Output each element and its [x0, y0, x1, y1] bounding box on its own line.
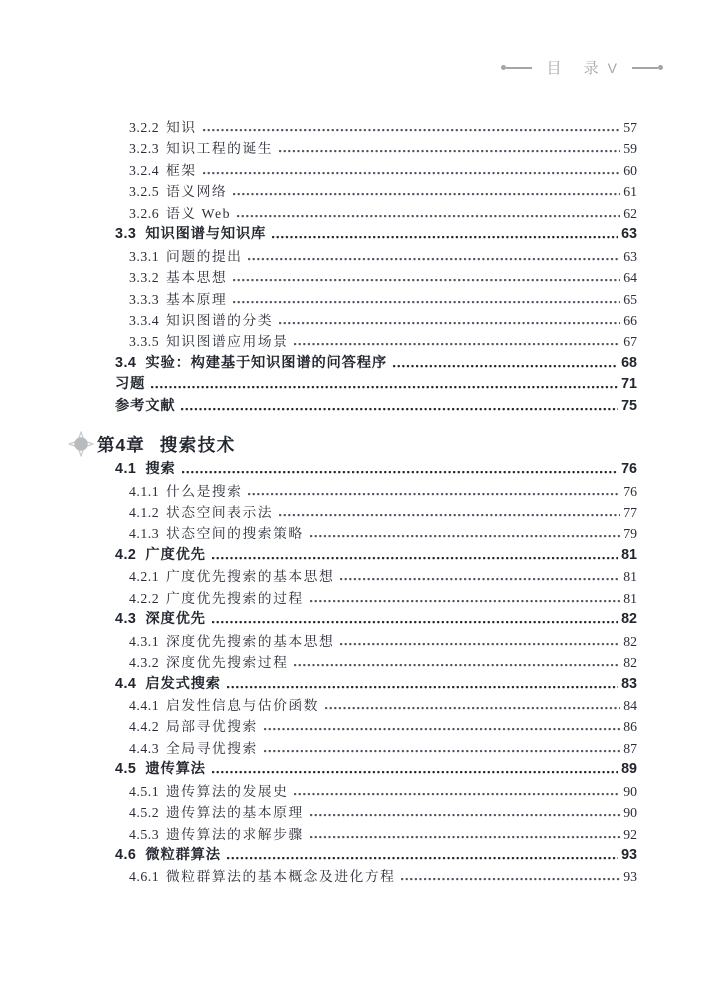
- toc-leader-dots: [150, 374, 618, 395]
- toc-entry-number: 4.2: [115, 546, 137, 563]
- toc-entry-page: 93: [621, 847, 637, 863]
- toc-entry: [115, 224, 637, 245]
- toc-entry-number: 3.3.1: [129, 248, 160, 264]
- toc-entry-number: 4.5: [115, 761, 137, 778]
- toc-entry: [115, 738, 637, 759]
- toc-entry-title: 语义网络: [166, 184, 228, 200]
- header-rule-right: [632, 67, 658, 69]
- toc-entry-number: 4.3: [115, 611, 137, 628]
- toc-entry-title: 广度优先搜索的过程: [166, 590, 304, 606]
- toc-entry-title: 微粒群算法的基本概念及进化方程: [166, 869, 396, 885]
- toc-entry-title: 搜索: [145, 461, 176, 478]
- toc-leader-dots: [278, 138, 620, 159]
- toc-entry-number: 4.5.3: [129, 826, 160, 842]
- toc-entry-page: 62: [623, 205, 637, 221]
- toc-entry-title: 启发式搜索: [145, 675, 221, 692]
- toc-entry-number: 4.4: [115, 675, 137, 692]
- toc-entry-number: 3.2.6: [129, 205, 160, 221]
- toc-leader-dots: [226, 845, 618, 866]
- toc-entry-page: 57: [623, 120, 637, 135]
- toc-entry-page: 93: [623, 869, 637, 885]
- toc-entry: [115, 716, 637, 737]
- toc-entry-title: 知识图谱应用场景: [166, 334, 289, 350]
- toc-entry-number: 4.2.2: [129, 590, 160, 606]
- toc-entry-page: 83: [621, 675, 637, 692]
- toc-leader-dots: [263, 738, 620, 759]
- toc-entry-title: 知识图谱的分类: [166, 312, 274, 328]
- toc-entry-title: 遗传算法的求解步骤: [166, 826, 304, 842]
- toc-entry-number: 4.4.1: [129, 697, 160, 713]
- toc-entry: [115, 160, 637, 181]
- toc-entry-number: 4.5.2: [129, 805, 160, 821]
- toc-entry-title: 知识: [166, 120, 197, 135]
- toc-entry: [115, 609, 637, 630]
- toc-leader-dots: [271, 224, 618, 245]
- toc-entry-title: 广度优先: [145, 546, 206, 563]
- toc-entry-title: 遗传算法的发展史: [166, 783, 289, 799]
- toc-leader-dots: [211, 609, 618, 630]
- toc-entry: [115, 353, 637, 374]
- toc-entry-page: 87: [623, 740, 637, 756]
- toc-leader-dots: [181, 459, 619, 480]
- toc-leader-dots: [211, 545, 618, 566]
- toc-entry: [115, 203, 637, 224]
- toc-entry-page: 77: [623, 505, 637, 520]
- toc-leader-dots: [309, 523, 621, 544]
- toc-leader-dots: [309, 824, 621, 845]
- toc-leader-dots: [236, 203, 620, 224]
- toc-entry-page: 82: [623, 655, 637, 671]
- toc-entry-page: 90: [623, 783, 637, 799]
- toc-list-chapter3: [115, 117, 637, 417]
- toc-entry-page: 86: [623, 719, 637, 735]
- toc-entry-page: 75: [621, 397, 637, 414]
- toc-entry-title: 什么是搜索: [166, 483, 243, 499]
- toc-entry: [115, 502, 637, 523]
- toc-leader-dots: [226, 674, 618, 695]
- toc-entry-number: 4.2.1: [129, 569, 160, 585]
- toc-entry-number: 3.3.5: [129, 334, 160, 350]
- toc-entry-title: 实验：构建基于知识图谱的问答程序: [145, 354, 387, 371]
- toc-leader-dots: [293, 331, 620, 352]
- chapter-number: 第4章: [97, 434, 145, 455]
- toc-entry-page: 82: [623, 633, 637, 649]
- toc-entry-page: 64: [623, 270, 637, 286]
- toc-entry: [115, 523, 637, 544]
- toc-entry: [115, 267, 637, 288]
- toc-entry-page: 60: [623, 162, 637, 178]
- chapter-title: 搜索技术: [159, 434, 236, 455]
- toc-entry: [115, 545, 637, 566]
- toc-leader-dots: [309, 588, 621, 609]
- toc-entry-number: 4.4.3: [129, 740, 160, 756]
- toc-entry-title: 语义 Web: [166, 205, 231, 221]
- toc-leader-dots: [339, 631, 620, 652]
- page-header: [501, 57, 663, 78]
- toc-entry: [115, 652, 637, 673]
- toc-entry: [115, 674, 637, 695]
- toc-entry: [115, 566, 637, 587]
- toc-leader-dots: [309, 802, 621, 823]
- toc-entry-title: 参考文献: [115, 397, 176, 414]
- toc-entry-title: 深度优先: [145, 611, 206, 628]
- toc-entry: [115, 588, 637, 609]
- toc-entry-page: 66: [623, 312, 637, 328]
- toc-entry: [115, 331, 637, 352]
- toc-entry: [115, 289, 637, 310]
- toc-entry-title: 习题: [115, 376, 146, 393]
- toc-entry-number: 3.4: [115, 354, 137, 371]
- header-section-label: 目 录: [546, 60, 608, 77]
- toc-entry-page: 71: [621, 376, 637, 393]
- toc-entry-page: 63: [621, 226, 637, 243]
- toc-entry-title: 遗传算法: [145, 761, 206, 778]
- toc-entry: [115, 459, 637, 480]
- toc-entry-number: 4.6.1: [129, 869, 160, 885]
- toc-entry-title: 知识工程的诞生: [166, 141, 274, 157]
- toc-leader-dots: [202, 117, 621, 138]
- toc-entry-page: 84: [623, 697, 637, 713]
- toc-page-body: [97, 117, 637, 888]
- toc-entry-page: 89: [621, 761, 637, 778]
- toc-entry: [115, 246, 637, 267]
- toc-entry-number: 3.3.2: [129, 270, 160, 286]
- toc-entry-page: 76: [623, 483, 637, 499]
- toc-entry: [115, 824, 637, 845]
- toc-entry-page: 76: [621, 461, 637, 478]
- toc-leader-dots: [232, 289, 620, 310]
- toc-entry-page: 90: [623, 805, 637, 821]
- toc-leader-dots: [247, 246, 620, 267]
- toc-leader-dots: [293, 652, 620, 673]
- toc-entry-title: 框架: [166, 162, 197, 178]
- toc-entry-page: 92: [623, 826, 637, 842]
- toc-leader-dots: [278, 502, 620, 523]
- toc-entry: [115, 631, 637, 652]
- toc-entry-number: 4.1: [115, 461, 137, 478]
- toc-leader-dots: [202, 160, 621, 181]
- toc-leader-dots: [278, 310, 620, 331]
- toc-entry-number: 3.2.3: [129, 141, 160, 157]
- toc-entry-page: 61: [623, 184, 637, 200]
- toc-entry-title: 问题的提出: [166, 248, 243, 264]
- toc-entry: [115, 759, 637, 780]
- toc-entry-number: 4.4.2: [129, 719, 160, 735]
- toc-leader-dots: [400, 866, 620, 887]
- toc-list-chapter4: [115, 459, 637, 888]
- toc-leader-dots: [392, 353, 618, 374]
- toc-entry: [115, 845, 637, 866]
- toc-entry-title: 微粒群算法: [145, 847, 221, 863]
- toc-entry-title: 局部寻优搜索: [166, 719, 258, 735]
- toc-leader-dots: [232, 181, 620, 202]
- toc-entry-number: 3.3.3: [129, 291, 160, 307]
- toc-leader-dots: [339, 566, 620, 587]
- toc-leader-dots: [211, 759, 618, 780]
- toc-entry: [115, 695, 637, 716]
- chapter-4-heading: [68, 429, 637, 459]
- toc-entry-page: 59: [623, 141, 637, 157]
- toc-entry-number: 4.6: [115, 847, 137, 863]
- toc-entry-number: 3.2.4: [129, 162, 160, 178]
- toc-entry-number: 4.3.2: [129, 655, 160, 671]
- toc-entry-page: 82: [621, 611, 637, 628]
- toc-entry-page: 79: [623, 526, 637, 542]
- header-rule-left: [506, 67, 532, 69]
- toc-entry-title: 广度优先搜索的基本思想: [166, 569, 335, 585]
- toc-entry-title: 基本原理: [166, 291, 228, 307]
- toc-entry-number: 4.1.3: [129, 526, 160, 542]
- toc-entry-title: 状态空间表示法: [166, 505, 274, 520]
- toc-leader-dots: [324, 695, 620, 716]
- toc-entry-title: 全局寻优搜索: [166, 740, 258, 756]
- toc-entry: [115, 138, 637, 159]
- toc-entry-page: 63: [623, 248, 637, 264]
- toc-entry: [115, 181, 637, 202]
- toc-entry-number: 4.5.1: [129, 783, 160, 799]
- toc-entry-title: 知识图谱与知识库: [145, 226, 267, 243]
- toc-entry: [115, 396, 637, 417]
- toc-entry: [115, 374, 637, 395]
- toc-entry-number: 3.2.2: [129, 120, 160, 135]
- toc-entry-page: 81: [623, 590, 637, 606]
- toc-entry-title: 遗传算法的基本原理: [166, 805, 304, 821]
- toc-entry-title: 状态空间的搜索策略: [166, 526, 304, 542]
- toc-entry-title: 启发性信息与估价函数: [166, 697, 319, 713]
- toc-entry-title: 基本思想: [166, 270, 228, 286]
- toc-entry-title: 深度优先搜索的基本思想: [166, 633, 335, 649]
- compass-ornament-icon: [68, 431, 94, 457]
- toc-entry-page: 68: [621, 354, 637, 371]
- toc-entry: [115, 481, 637, 502]
- toc-entry-page: 65: [623, 291, 637, 307]
- toc-entry-number: 4.1.2: [129, 505, 160, 520]
- toc-entry-title: 深度优先搜索过程: [166, 655, 289, 671]
- header-page-number: V: [607, 59, 618, 76]
- toc-leader-dots: [263, 716, 620, 737]
- toc-entry: [115, 866, 637, 887]
- toc-entry-page: 81: [621, 546, 637, 563]
- toc-entry-number: 4.3.1: [129, 633, 160, 649]
- toc-entry: [115, 117, 637, 138]
- toc-entry-number: 3.2.5: [129, 184, 160, 200]
- toc-entry: [115, 310, 637, 331]
- toc-entry-number: 3.3: [115, 226, 137, 243]
- toc-leader-dots: [247, 481, 620, 502]
- toc-entry-page: 81: [623, 569, 637, 585]
- toc-leader-dots: [293, 781, 620, 802]
- toc-entry-page: 67: [623, 334, 637, 350]
- toc-leader-dots: [232, 267, 620, 288]
- toc-leader-dots: [180, 396, 618, 417]
- toc-entry-number: 4.1.1: [129, 483, 160, 499]
- toc-entry: [115, 781, 637, 802]
- toc-entry-number: 3.3.4: [129, 312, 160, 328]
- toc-entry: [115, 802, 637, 823]
- header-dot-right: [658, 65, 663, 70]
